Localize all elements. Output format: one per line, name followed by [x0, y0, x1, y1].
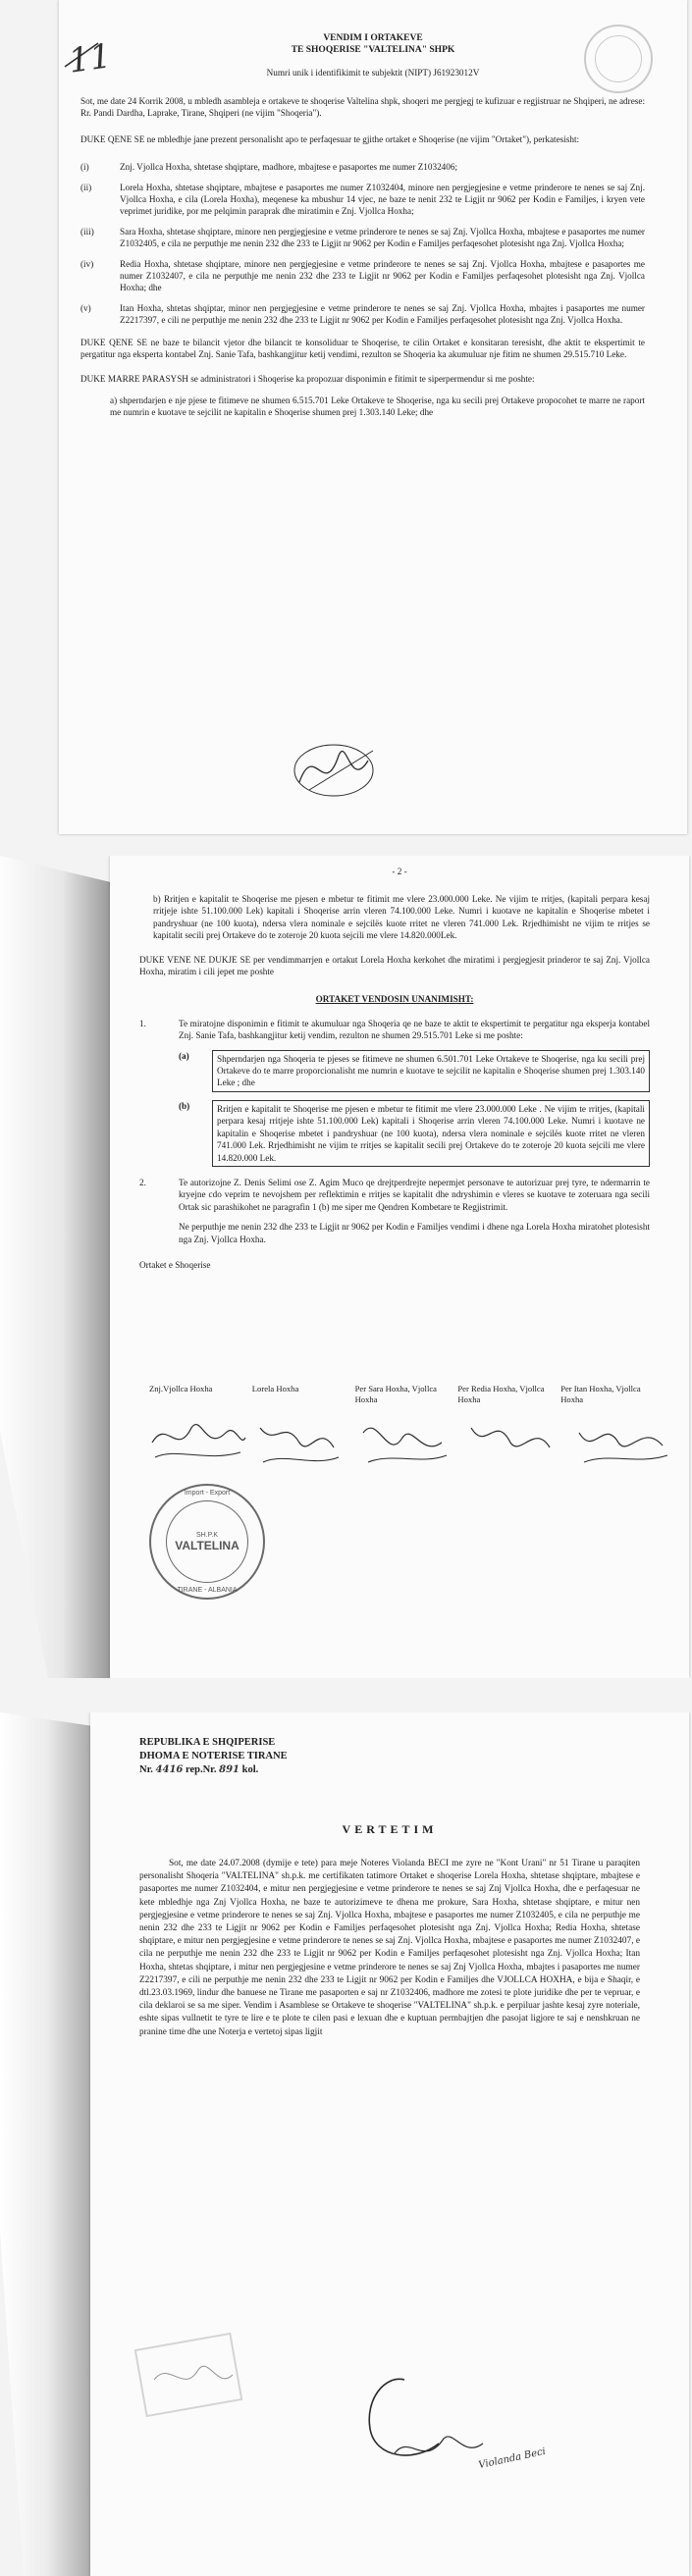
partners-label: Ortaket e Shoqerise — [139, 1259, 211, 1270]
stamp-scribble — [149, 2350, 238, 2399]
company-title: TE SHOQERISE "VALTELINA" SHPK — [291, 45, 455, 56]
document-page-1 — [59, 0, 687, 834]
signatures-group — [147, 1408, 677, 1477]
page-2-sheet — [110, 856, 689, 1678]
signatory-name: Per Sara Hoxha, Vjollca Hoxha — [354, 1384, 437, 1404]
document-page-2 — [0, 856, 692, 1678]
resolution-item-1a: (a) Shperndarjen nga Shoqeria te pjeses se fitimeve ne shumen 6.501.701 Leke Ortakeve te Shoqerise, nga ku secili prej Ortakeve do te marre proporcionalisht me numrin e kuotave te sejcilit ne kapitalin e Shoqerise shumen prej 1.303.140 Leke ; dhe — [179, 1050, 650, 1092]
proposal-a: a) shperndarjen e nje pjese te fitimeve ne shumen 6.515.701 Leke Ortakeve te Shoqerise, nga ku secili prej Ortakeve propocohet te marre ne raport me numrin e kuotave te sejcilit ne kapitalin e Shoqerise shumen prej 1.303.140 Leke; dhe — [110, 394, 645, 418]
list-item: (i) Znj. Vjollca Hoxha, shtetase shqiptare, madhore, mbajtese e pasaportes me numer Z1032406; — [80, 162, 458, 173]
stamp-company-name: VALTELINA — [175, 1538, 240, 1552]
duke-marre-paragraph: DUKE MARRE PARASYSH se administratori i Shoqerise ka propozuar disponimin e fitimit te siperpermendur si me poshte: — [80, 373, 535, 384]
signatory-name: Lorela Hoxha — [251, 1384, 299, 1393]
company-stamp: SH.P.K VALTELINA Import - Export TIRANE - ALBANIA — [149, 1484, 265, 1600]
page-number: - 2 - — [392, 867, 407, 876]
list-item: (v) Itan Hoxha, shtetas shqiptar, minor nen pergjegjesine e vetme prinderore te nenes se saj Znj. Vjollca Hoxha, mbajtes i pasaportes me numer Z2217397, e cili ne perputhje me nenin 232 dhe 233 te Ligjit nr 9062 per Kodin e Familjes perfaqesohet plotesisht nga Znj. Vjollca Hoxha. — [80, 302, 645, 326]
registry-number-line: Nr. 4416 rep.Nr. 891 kol. — [139, 1764, 259, 1775]
nipt-line: Numri unik i identifikimit te subjektit (NIPT) J61923012V — [266, 68, 480, 78]
page-3-sheet — [90, 1712, 689, 2576]
initials-signature — [280, 731, 388, 810]
signatory-name: Znj.Vjollca Hoxha — [149, 1384, 213, 1393]
duke-qene-paragraph: DUKE QENE SE ne mbledhje jane prezent personalisht apo te perfaqesuar te gjithe ortaket e Shoqerise (ne vijim "Ortaket"), perkatesisht: — [80, 133, 580, 144]
resolution-item-1b: (b) Rritjen e kapitalit te Shoqerise me pjesen e mbetur te fitimit me vlere 23.000.000 Leke . Ne vijim te rritjes, (kapitali perpara kesaj rritjeje ishte 51.100.000 Lek) kapitali i Shoqerise arrin vleren 74.100.000 Leke. Numri i kuotave ne kapitalin e Shoqerise mbetet i pandryshuar (ne 100 kuota), ndersa vlera nominale e sejcilës kuote rritet ne vleren 741.000 Lek. Rrjedhimisht ne vijim te rritjes se kapitalit secili prej Ortakeve do te zoteroje 20 kuota sejcili me vlere 14.820.000 Lek. — [179, 1100, 650, 1167]
list-item: (iii) Sara Hoxha, shtetase shqiptare, minore nen pergjegjesine e vetme prinderore te nenes se saj Znj. Vjollca Hoxha, mbajtese e pasaportes me numer Z1032405, e cila ne perputhje me nenin 232 dhe 233 te Ligjit nr 9062 per Kodin e Familjes perfaqesohet plotesisht nga Znj. Vjollca Hoxha; — [80, 226, 645, 249]
duke-vene-paragraph: DUKE VENE NE DUKJE SE per vendimmarrjen e ortakut Lorela Hoxha kerkohet dhe miratimi i pergjegjesit prinderor te saj Znj. Vjollca Hoxha, miratim i cili jepet me poshte — [139, 954, 650, 977]
certificate-body: Sot, me date 24.07.2008 (dymije e tete) para meje Noteres Violanda BECI me zyre ne "Kont Urani" nr 51 Tirane u paraqiten personalisht Shoqeria "VALTELINA" sh.p.k. me certifikaten tatimore Ortaket e shoqerise Lorela Hoxha, shtetase shqiptare, mbajtese e pasaportes me numer Z1032404, e mitur nen pergjegjesine e vetme prinderore te nenes se saj Znj Vjollca Hoxha, dhe e perfaqesuar ne kete mbledhje nga Znj Vjollca Hoxha, ne baze te autorizimeve te dhena me prokure, Sara Hoxha, shtetase shqiptare, e mitur nen pergjegjesine e vetme prinderore te nenes se saj Znj. Vjollca Hoxha, mbajtese e pasaportes me numer Z1032405, e cila ne perputhje me nenin 232 dhe 233 te Ligjit nr 9062 per Kodin e Familjes perfaqesohet plotesisht nga Znj. Vjollca Hoxha; Redia Hoxha, shtetase shqiptare, e mitur nen pergjegjesine e vetme prinderore te nenes se saj Znj. Vjollca Hoxha, mbajtese e pasaportes me numer Z1032407, e cila ne perputhje me nenin 232 dhe 233 te Ligjit nr 9062 per Kodin e Familjes perfaqesohet plotesisht nga Znj. Vjollca Hoxha; Itan Hoxha, shtetas shqiptare, i mitur nen pergjegjesine e vetme prinderore te nenes se saj Znj Vjollca Hoxha, mbajtes i pasaportes me numer Z2217397, e cili ne perputhje me nenin 232 dhe 233 te Ligjit nr 9062 per Kodin e Familjes dhe VJOLLCA HOXHA, e bija e Shaqir, e dtl.23.03.1969, lindur dhe banuese ne Tirane me pasaporten e saj nr Z1032406, madhore me zotesi te plote juridike dhe per te vepruar, e cila deklaroi se sa me siper. Vendim i Asamblese se Ortakeve te shoqerise "VALTELINA" sh.p.k. e perpiluar jashte kesaj zyre noteriale, eshte sipas vullnetit te tyre te lire e te plote te cilen pasi e lexuan dhe e kuptuan permbajtjen dhe pasojat ligjore te saj e nenshkruan ne pranine time dhe une Noterja e vertetoj sipas ligjit — [139, 1859, 640, 2037]
members-list — [80, 161, 645, 326]
intro-paragraph: Sot, me date 24 Korrik 2008, u mbledh asambleja e ortakeve te shoqerise Valtelina shpk, shoqeri me pergjegj te kufizuar e regjistruar ne Shqiperi, ne adrese: Rr. Pandi Dardha, Laprake, Tirane, Shqiperi (ne vijim "Shoqeria"). — [80, 96, 645, 119]
closing-paragraph: Ne perputhje me nenin 232 dhe 233 te Ligjit nr 9062 per Kodin e Familjes vendimi i dhene nga Lorela Hoxha miratohet plotesisht nga Znj. Vjollca Hoxha. — [179, 1222, 650, 1244]
list-item: (iv) Redia Hoxha, shtetase shqiptare, minore nen pergjegjesine e vetme prinderore te nenes se saj Znj. Vjollca Hoxha, mbajtese e pasaportes me numer Z1032407, e cila ne perputhje me nenin 232 dhe 233 te Ligjit nr 9062 per Kodin e Familjes perfaqesohet plotesisht nga Znj. Vjollca Hoxha; dhe — [80, 258, 645, 293]
signatories-row — [149, 1384, 660, 1405]
resolution-item-2: 2. Te autorizojne Z. Denis Selimi ose Z. Agim Muco qe drejtperdrejte nepermjet personave te autorizuar prej tyre, te ndermarrin te kryejne cdo veprim te nevojshem per reflektimin e rritjes se kapitalit dhe ndryshimin e vleres se kuotave te zoteruara nga secili Ortak sic parashikohet ne paragrafin 1 (b) me siper me Qendren Kombetare te Regjistrimit. — [139, 1177, 650, 1212]
proposal-b: b) Rritjen e kapitalit te Shoqerise me pjesen e mbetur te fitimit me vlere 23.000.000 Leke. Ne vijim te rritjes, (kapitali perpara kesaj rritjeje ishte 51.100.000 Lek) kapitali i Shoqerise arrin vleren 74.100.000 Leke. Numri i kuotave ne kapitalin e Shoqerise mbetet i pandryshuar (ne 100 kuota), ndersa vlera nominale e sejcilës kuote rritet ne vleren 741.000 Lek. Rrjedhimisht ne vijim te rritjes se kapitalit secili prej Ortakeve do te zoteroje 20 kuota sejcili me vlere 14.820.000Lek. — [153, 894, 650, 941]
decision-title: VENDIM I ORTAKEVE — [323, 33, 423, 43]
resolution-heading: ORTAKET VENDOSIN UNANIMISHT: — [315, 994, 474, 1005]
certificate-title: VERTETIM — [342, 1822, 438, 1836]
notary-chamber-header: DHOMA E NOTERISE TIRANE — [139, 1751, 288, 1761]
notary-signature-label: Violanda Beci — [477, 2445, 547, 2472]
list-item: (ii) Lorela Hoxha, shtetase shqiptare, mbajtese e pasaportes me numer Z1032404, minore nen pergjegjesine e vetme prinderore te nenes se saj Znj. Vjollca Hoxha, e cila (Lorela Hoxha), meqenese ka mbushur 14 vjec, ne baze te nenit 232 te Ligjit nr 9062 per Kodin e Familjes, i kryen vete veprimet juridike, por me pelqimin paraprak dhe miratimin e Znj. Vjollca Hoxha; — [80, 182, 645, 217]
margin-handwritten-mark: 11 — [66, 36, 114, 81]
duke-qene-profit-paragraph: DUKE QENE SE ne baze te bilancit vjetor dhe bilancit te konsoliduar te Shoqerise, te cilin Ortaket e konsitaran teresisht, dhe aktit te ekspertimit te pergatitur nga eksperta kontabel Znj. Sanie Tafa, bashkangjitur ketij vendimi, rezulton se Shoqeria ka akumuluar nje fitim ne shumen 29.515.710 Leke. — [80, 337, 645, 360]
resolution-item-1: 1. Te miratojne disponimin e fitimit te akumuluar nga Shoqeria qe ne baze te aktit te ekspertimit te pergatitur nga eksperja kontabel Znj. Sanie Tafa, bashkangjitur ketij vendim, rezulton ne shumen 29.515.701 Leke si me poshte: (a) Shperndarjen nga Shoqeria te pjeses se fitimeve ne shumen 6.501.701 Leke Ortakeve te Shoqerise, nga ku secili prej Ortakeve do te marre proporcionalisht me numrin e kuotave te sejcilit ne kapitalin e Shoqerise shumen prej 1.303.140 Leke ; dhe (b) Rritjen e kapitalit te Shoqerise me pjesen e mbetur te fitimit me vlere 23.000.000 Leke . Ne vijim te rritjes, (kapitali perpara kesaj rritjeje ishte 51.100.000 Lek) kapitali i Shoqerise arrin vleren 74.100.000 Leke. Numri i kuotave ne kapitalin e Shoqerise mbetet i pandryshuar (ne 100 kuota), ndersa vlera nominale e sejcilës kuote rritet ne vleren 741.000 Lek. Rrjedhimisht ne vijim te rritjes se kapitalit secili prej Ortakeve do te zoteroje 20 kuota sejcili me vlere 14.820.000 Lek. — [139, 1018, 650, 1167]
signatory-name: Per Redia Hoxha, Vjollca Hoxha — [457, 1384, 545, 1404]
republic-header: REPUBLIKA E SHQIPERISE — [139, 1737, 276, 1748]
notary-signature — [346, 2360, 493, 2478]
signatory-name: Per Itan Hoxha, Vjollca Hoxha — [560, 1384, 641, 1404]
document-page-3 — [0, 1712, 692, 2576]
